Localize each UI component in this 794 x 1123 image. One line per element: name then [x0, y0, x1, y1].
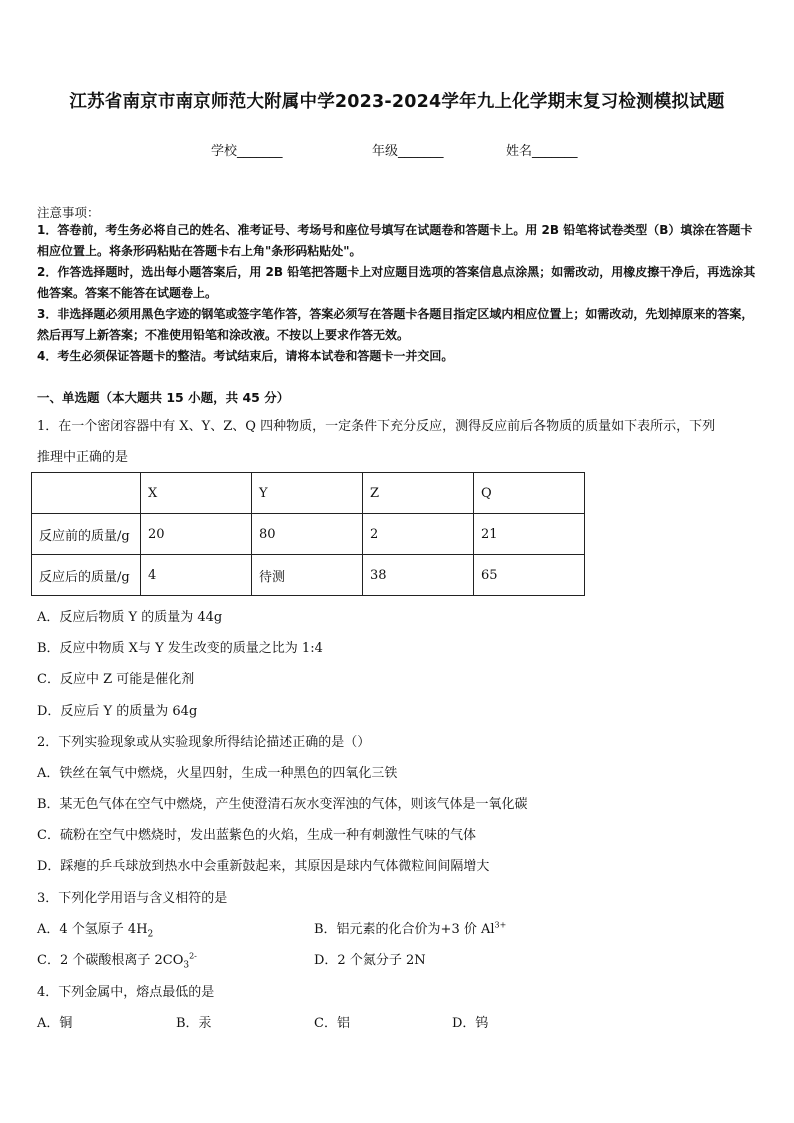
student-info-row [0, 140, 794, 160]
table-row [32, 514, 585, 555]
table-row [32, 555, 585, 596]
q2-option-d: D．踩瘪的乒乓球放到热水中会重新鼓起来，其原因是球内气体微粒间间隔增大 [37, 859, 490, 874]
page-title: 江苏省南京市南京师范大附属中学2023-2024学年九上化学期末复习检测模拟试题 [69, 92, 725, 112]
table-cell: 反应前的质量/g [32, 514, 141, 555]
notice-item-3: 3．非选择题必须用黑色字迹的钢笔或签字笔作答，答案必须写在答题卡各题目指定区域内相应位置上；如需改动，先划掉原来的答案，然后再写上新答案；不准使用铅笔和涂改液。不按以上要求作答无效。 [37, 307, 754, 342]
table-cell: 20 [141, 514, 252, 555]
table-header-cell: Z [363, 473, 474, 514]
grade-field[interactable]: 年级_______ [372, 144, 444, 159]
table-header-cell [32, 473, 141, 514]
q1-option-c: C．反应中 Z 可能是催化剂 [37, 672, 195, 687]
q1-option-d: D．反应后 Y 的质量为 64g [37, 704, 198, 719]
q3-option-a: A．4 个氢原子 $4H_2$ [37, 922, 154, 940]
q1-mass-table [31, 472, 585, 596]
q2-option-a: A．铁丝在氧气中燃烧，火星四射，生成一种黑色的四氧化三铁 [37, 766, 398, 781]
q3-options-row-1 [37, 918, 757, 938]
q4-options-row [37, 1012, 757, 1032]
notice-item-2: 2．作答选择题时，选出每小题答案后，用 2B 铅笔把答题卡上对应题目选项的答案信息点涂黑；如需改动，用橡皮擦干净后，再选涂其他答案。答案不能答在试题卷上。 [37, 265, 756, 300]
q3-option-b: B．铝元素的化合价为+3 价 $Al^{3+}$ [314, 920, 507, 937]
table-header-cell: Q [474, 473, 585, 514]
section-heading: 一、单选题（本大题共 15 小题，共 45 分） [37, 390, 290, 405]
q2-option-b: B．某无色气体在空气中燃烧，产生使澄清石灰水变浑浊的气体，则该气体是一氧化碳 [37, 797, 528, 812]
q2-stem: 2．下列实验现象或从实验现象所得结论描述正确的是（） [37, 735, 371, 750]
q3-options-row-2 [37, 949, 757, 969]
table-header-row [32, 473, 585, 514]
notice-heading: 注意事项： [37, 205, 100, 220]
notice-item-1: 1．答卷前，考生务必将自己的姓名、准考证号、考场号和座位号填写在试题卷和答题卡上。用 2B 铅笔将试卷类型（B）填涂在答题卡相应位置上。将条形码粘贴在答题卡右上角"条形码粘贴处"。 [37, 223, 753, 258]
table-cell: 38 [363, 555, 474, 596]
q2-option-c: C．硫粉在空气中燃烧时，发出蓝紫色的火焰，生成一种有刺激性气味的气体 [37, 828, 476, 843]
q3-stem: 3．下列化学用语与含义相符的是 [37, 891, 228, 906]
q4-stem: 4．下列金属中，熔点最低的是 [37, 985, 215, 1000]
table-cell: 4 [141, 555, 252, 596]
q4-option-b: B．汞 [176, 1016, 212, 1031]
q4-option-a: A．铜 [37, 1016, 73, 1031]
q1-stem-line2: 推理中正确的是 [37, 450, 129, 465]
q4-option-c: C．铝 [314, 1016, 350, 1031]
q1-option-a: A．反应后物质 Y 的质量为 44g [37, 610, 223, 625]
table-cell: 21 [474, 514, 585, 555]
table-cell: 2 [363, 514, 474, 555]
table-cell: 65 [474, 555, 585, 596]
table-cell: 80 [252, 514, 363, 555]
q1-stem-line1: 1．在一个密闭容器中有 X、Y、Z、Q 四种物质，一定条件下充分反应，测得反应前后各物质的质量如下表所示，下列 [37, 419, 716, 434]
q4-option-d: D．钨 [452, 1016, 489, 1031]
school-field[interactable]: 学校_______ [211, 144, 283, 159]
table-header-cell: Y [252, 473, 363, 514]
q3-option-c: C．2 个碳酸根离子 $2CO_3^{2-}$ [37, 951, 197, 971]
q1-option-b: B．反应中物质 X与 Y 发生改变的质量之比为 1:4 [37, 641, 323, 656]
notice-item-4: 4．考生必须保证答题卡的整洁。考试结束后，请将本试卷和答题卡一并交回。 [37, 349, 454, 363]
table-header-cell: X [141, 473, 252, 514]
table-cell: 待测 [252, 555, 363, 596]
name-field[interactable]: 姓名_______ [506, 144, 578, 159]
q3-option-d: D．2 个氮分子 2N [314, 953, 426, 968]
table-cell: 反应后的质量/g [32, 555, 141, 596]
